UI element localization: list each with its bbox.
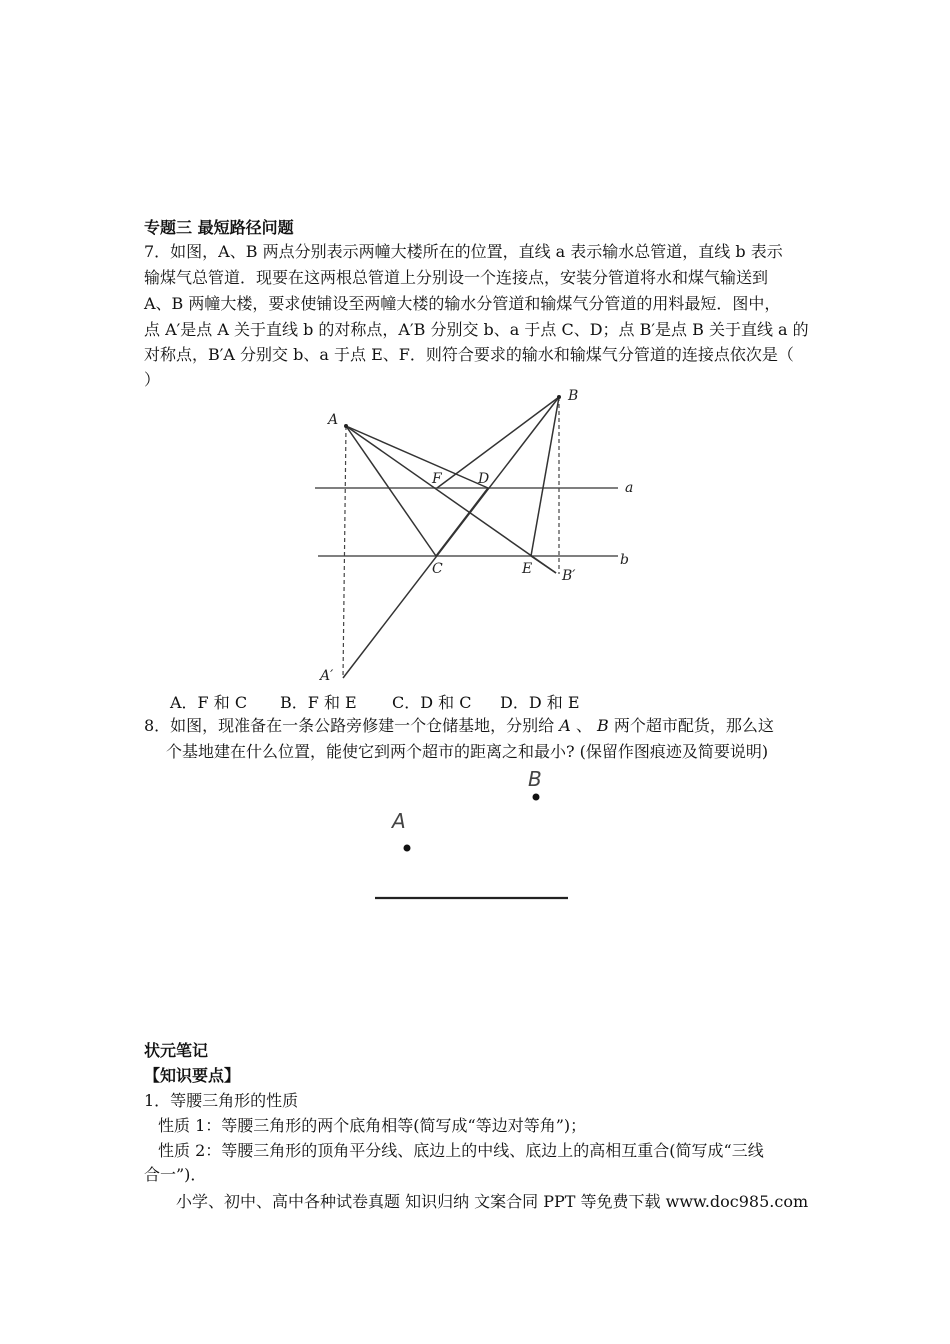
point-b	[557, 395, 561, 399]
q8-figure	[370, 762, 580, 908]
label-q8-b: B	[528, 767, 542, 791]
q7-line-4: 点 A′是点 A 关于直线 b 的对称点，A′B 分别交 b、a 于点 C、D；点 B′是点 B 关于直线 a 的	[144, 320, 809, 339]
choice-d[interactable]: D．D 和 E	[500, 693, 580, 712]
label-b: B	[568, 388, 579, 404]
label-line-b: b	[620, 552, 629, 568]
notes-property-2-cont: 合一”)．	[144, 1165, 207, 1184]
choice-b[interactable]: B．F 和 E	[280, 693, 357, 712]
label-bprime: B′	[562, 568, 576, 584]
seg-c-d	[436, 488, 488, 556]
dash-a-aprime	[343, 426, 346, 678]
seg-e-bprime	[531, 556, 556, 573]
label-a: A	[328, 412, 339, 428]
q8-line-2: 个基地建在什么位置，能使它到两个超市的距离之和最小? (保留作图痕迹及简要说明)	[166, 742, 769, 761]
point-q8-b	[533, 794, 540, 801]
label-q8-a: A	[392, 809, 406, 833]
choice-a[interactable]: A．F 和 C	[170, 693, 248, 712]
seg-a-bprime	[346, 426, 556, 573]
label-d: D	[478, 471, 490, 487]
q7-line-5: 对称点，B′A 分别交 b、a 于点 E、F．则符合要求的输水和输煤气分管道的连接点依次是（	[144, 345, 794, 364]
label-aprime: A′	[320, 668, 334, 684]
point-a	[344, 424, 348, 428]
label-c: C	[432, 561, 443, 577]
section-title: 专题三 最短路径问题	[144, 218, 294, 237]
seg-f-b	[437, 397, 559, 488]
q7-line-2: 输煤气总管道．现要在这两根总管道上分别设一个连接点，安装分管道将水和煤气输送到	[144, 268, 769, 287]
notes-property-2: 性质 2：等腰三角形的顶角平分线、底边上的中线、底边上的高相互重合(简写成“三线	[158, 1141, 764, 1160]
q7-line-6: ）	[144, 370, 161, 389]
q8-line-1: 8．如图，现准备在一条公路旁修建一个仓储基地，分别给 A 、 B 两个超市配货，那么这	[144, 716, 774, 735]
q7-line-3: A、B 两幢大楼，要求使铺设至两幢大楼的输水分管道和输煤气分管道的用料最短．图中，	[144, 294, 781, 313]
notes-property-1: 性质 1：等腰三角形的两个底角相等(简写成“等边对等角”)；	[158, 1116, 587, 1135]
page-footer: 小学、初中、高中各种试卷真题 知识归纳 文案合同 PPT 等免费下载 www.doc985.com	[176, 1192, 809, 1211]
notes-title: 状元笔记	[144, 1041, 209, 1060]
q7-line-1: 7．如图，A、B 两点分别表示两幢大楼所在的位置，直线 a 表示输水总管道，直线 b 表示	[144, 242, 783, 261]
label-e: E	[522, 561, 533, 577]
q7-figure	[300, 382, 650, 688]
point-q8-a	[404, 845, 411, 852]
notes-item-1: 1．等腰三角形的性质	[144, 1091, 299, 1110]
choice-c[interactable]: C．D 和 C	[392, 693, 472, 712]
label-line-a: a	[625, 480, 634, 496]
notes-subtitle: 【知识要点】	[144, 1066, 241, 1085]
seg-b-e	[531, 397, 559, 556]
label-f: F	[432, 471, 442, 487]
